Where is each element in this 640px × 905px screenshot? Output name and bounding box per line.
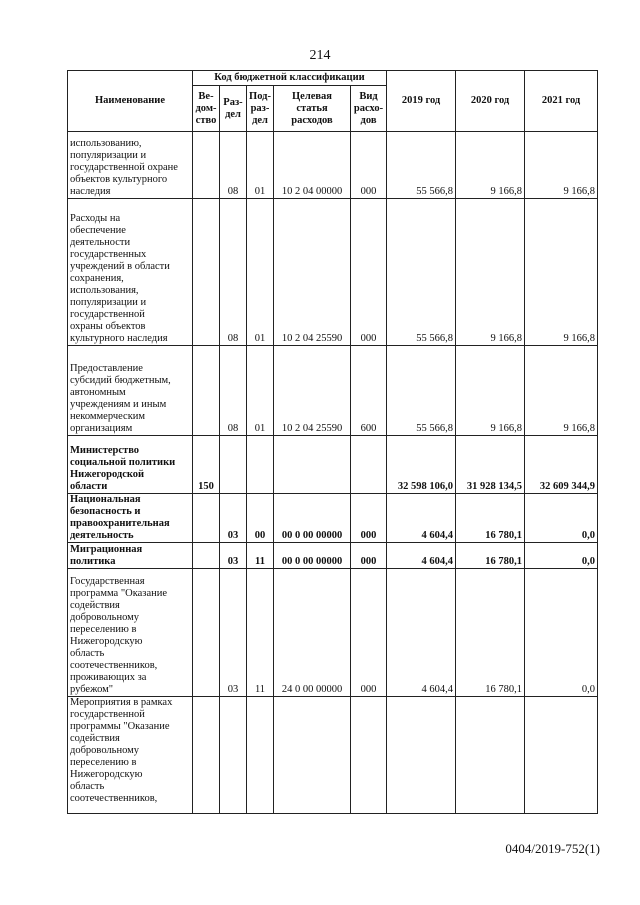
cell-2019: 55 566,8 bbox=[387, 346, 456, 436]
cell-podrazdel bbox=[247, 697, 274, 814]
table-row bbox=[68, 132, 598, 199]
cell-name: Миграционная политика bbox=[68, 543, 193, 569]
cell-podrazdel: 01 bbox=[247, 199, 274, 346]
cell-razdel: 03 bbox=[220, 543, 247, 569]
cell-2021 bbox=[525, 697, 598, 814]
page-number: 214 bbox=[309, 48, 331, 63]
table-row bbox=[68, 494, 598, 543]
cell-2019: 4 604,4 bbox=[387, 569, 456, 697]
cell-vid: 000 bbox=[351, 132, 387, 199]
cell-2021: 0,0 bbox=[525, 494, 598, 543]
cell-vedomstvo bbox=[193, 543, 220, 569]
cell-target: 24 0 00 00000 bbox=[274, 569, 351, 697]
header-razdel: Раз- дел bbox=[220, 86, 247, 132]
cell-vedomstvo bbox=[193, 199, 220, 346]
cell-2019: 4 604,4 bbox=[387, 494, 456, 543]
cell-2021: 0,0 bbox=[525, 569, 598, 697]
cell-target: 10 2 04 00000 bbox=[274, 132, 351, 199]
cell-2020: 16 780,1 bbox=[456, 543, 525, 569]
cell-name: Государственная программа "Оказание содействия добровольному переселению в Нижегородскую область соотечественников, проживающих за рубежом" bbox=[68, 569, 193, 697]
cell-2020: 31 928 134,5 bbox=[456, 436, 525, 494]
cell-target: 10 2 04 25590 bbox=[274, 199, 351, 346]
cell-podrazdel: 11 bbox=[247, 543, 274, 569]
cell-target: 00 0 00 00000 bbox=[274, 543, 351, 569]
cell-vid bbox=[351, 436, 387, 494]
cell-podrazdel: 00 bbox=[247, 494, 274, 543]
cell-razdel: 03 bbox=[220, 494, 247, 543]
cell-podrazdel bbox=[247, 436, 274, 494]
cell-razdel: 08 bbox=[220, 132, 247, 199]
cell-podrazdel: 01 bbox=[247, 132, 274, 199]
document-number: 0404/2019-752(1) bbox=[505, 841, 600, 856]
header-podrazdel: Под- раз- дел bbox=[247, 86, 274, 132]
cell-razdel: 08 bbox=[220, 199, 247, 346]
cell-vid: 000 bbox=[351, 569, 387, 697]
header-vid: Вид расхо- дов bbox=[351, 86, 387, 132]
cell-name: использованию, популяризации и государственной охране объектов культурного наследия bbox=[68, 132, 193, 199]
cell-2021: 9 166,8 bbox=[525, 346, 598, 436]
table-body bbox=[68, 132, 598, 814]
cell-vid bbox=[351, 697, 387, 814]
cell-target: 10 2 04 25590 bbox=[274, 346, 351, 436]
table-row bbox=[68, 697, 598, 814]
header-name: Наименование bbox=[68, 71, 193, 132]
header-code-group: Код бюджетной классификации bbox=[193, 71, 387, 86]
cell-2020: 9 166,8 bbox=[456, 132, 525, 199]
cell-vid: 000 bbox=[351, 543, 387, 569]
cell-target bbox=[274, 697, 351, 814]
table-row bbox=[68, 199, 598, 346]
cell-vid: 600 bbox=[351, 346, 387, 436]
cell-name: Мероприятия в рамках государственной программы "Оказание содействия добровольному переселению в Нижегородскую область соотечественников, bbox=[68, 697, 193, 814]
table-row bbox=[68, 346, 598, 436]
cell-2021: 9 166,8 bbox=[525, 199, 598, 346]
cell-name: Национальная безопасность и правоохранительная деятельность bbox=[68, 494, 193, 543]
cell-vedomstvo bbox=[193, 697, 220, 814]
header-2019: 2019 год bbox=[387, 71, 456, 132]
header-2020: 2020 год bbox=[456, 71, 525, 132]
cell-2021: 32 609 344,9 bbox=[525, 436, 598, 494]
cell-name: Министерство социальной политики Нижегородской области bbox=[68, 436, 193, 494]
cell-vedomstvo bbox=[193, 132, 220, 199]
cell-vid: 000 bbox=[351, 494, 387, 543]
header-vedomstvo: Ве- дом- ство bbox=[193, 86, 220, 132]
cell-razdel bbox=[220, 436, 247, 494]
cell-vedomstvo bbox=[193, 569, 220, 697]
header-2021: 2021 год bbox=[525, 71, 598, 132]
cell-vedomstvo: 150 bbox=[193, 436, 220, 494]
table-row bbox=[68, 543, 598, 569]
budget-table bbox=[67, 70, 598, 814]
cell-target: 00 0 00 00000 bbox=[274, 494, 351, 543]
cell-name: Предоставление субсидий бюджетным, автономным учреждениям и иным некоммерческим организациям bbox=[68, 346, 193, 436]
cell-2020: 16 780,1 bbox=[456, 494, 525, 543]
cell-2019: 55 566,8 bbox=[387, 132, 456, 199]
cell-2019 bbox=[387, 697, 456, 814]
table-row bbox=[68, 436, 598, 494]
cell-vedomstvo bbox=[193, 346, 220, 436]
cell-vid: 000 bbox=[351, 199, 387, 346]
cell-razdel bbox=[220, 697, 247, 814]
cell-2019: 4 604,4 bbox=[387, 543, 456, 569]
cell-podrazdel: 01 bbox=[247, 346, 274, 436]
cell-razdel: 08 bbox=[220, 346, 247, 436]
cell-2020: 16 780,1 bbox=[456, 569, 525, 697]
cell-2020: 9 166,8 bbox=[456, 346, 525, 436]
cell-2020: 9 166,8 bbox=[456, 199, 525, 346]
cell-podrazdel: 11 bbox=[247, 569, 274, 697]
cell-2019: 32 598 106,0 bbox=[387, 436, 456, 494]
cell-vedomstvo bbox=[193, 494, 220, 543]
cell-razdel: 03 bbox=[220, 569, 247, 697]
cell-2021: 0,0 bbox=[525, 543, 598, 569]
cell-target bbox=[274, 436, 351, 494]
cell-2021: 9 166,8 bbox=[525, 132, 598, 199]
cell-2020 bbox=[456, 697, 525, 814]
cell-name: Расходы на обеспечение деятельности государственных учреждений в области сохранения, использования, популяризации и государственной охраны объектов культурного наследия bbox=[68, 199, 193, 346]
cell-2019: 55 566,8 bbox=[387, 199, 456, 346]
table-row bbox=[68, 569, 598, 697]
header-target: Целевая статья расходов bbox=[274, 86, 351, 132]
